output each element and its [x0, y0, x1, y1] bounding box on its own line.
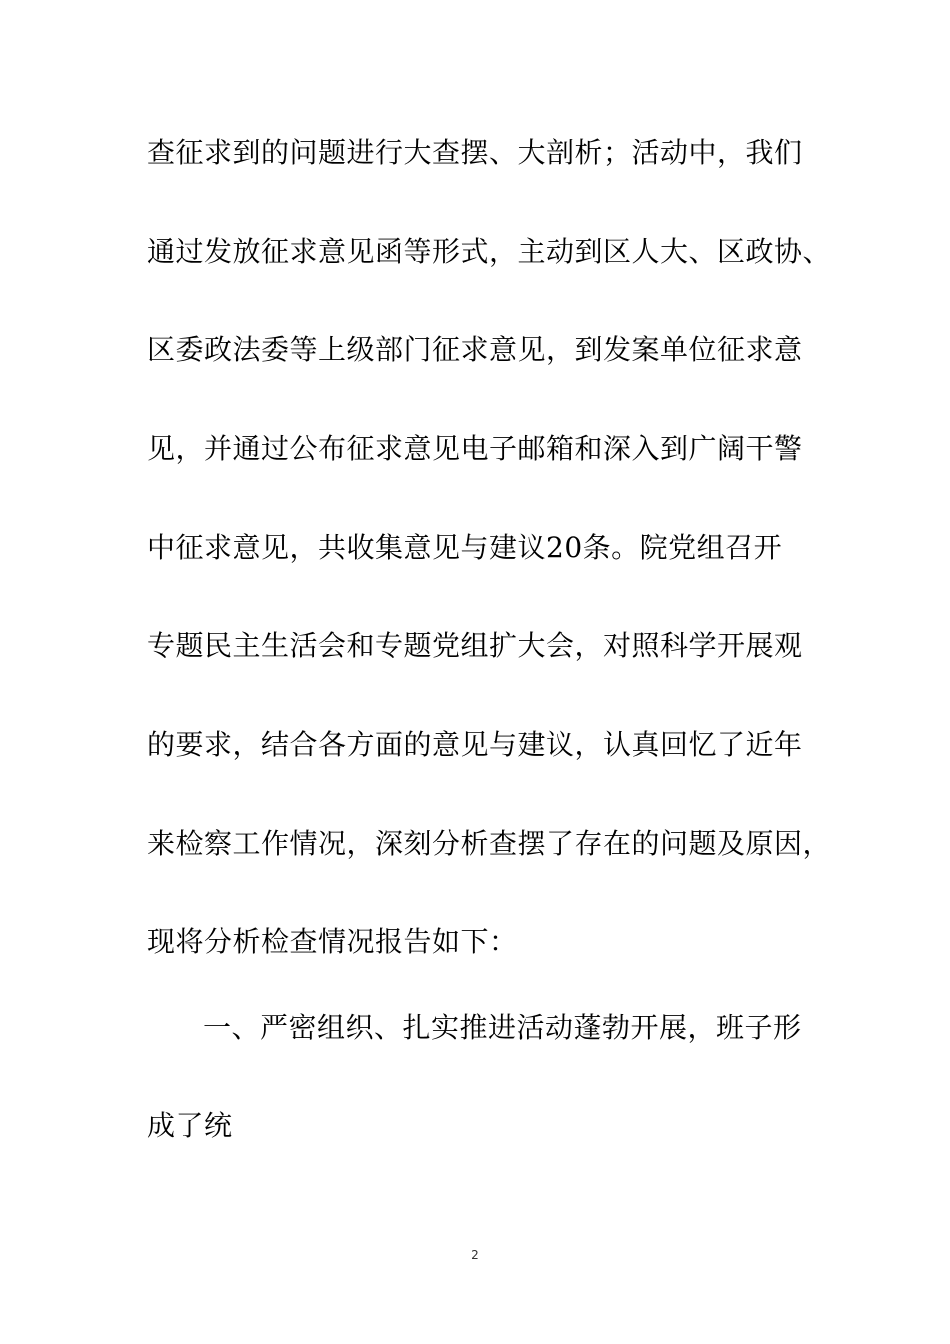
paragraph-line: 见，并通过公布征求意见电子邮箱和深入到广阔干警 — [147, 432, 803, 465]
paragraph-line: 的要求，结合各方面的意见与建议，认真回忆了近年 — [147, 728, 803, 761]
paragraph-line: 现将分析检查情况报告如下： — [147, 925, 518, 958]
paragraph-line: 专题民主生活会和专题党组扩大会，对照科学开展观 — [147, 629, 803, 662]
paragraph-line: 来检察工作情况，深刻分析查摆了存在的问题及原因， — [147, 827, 832, 860]
paragraph-line: 成了统 — [147, 1109, 233, 1142]
section-heading: 一、严密组织、扎实推进活动蓬勃开展，班子形 — [203, 1011, 802, 1044]
paragraph-line: 中征求意见，共收集意见与建议20条。院党组召开 — [147, 531, 783, 564]
paragraph-line: 查征求到的问题进行大查摆、大剖析；活动中，我们 — [147, 136, 803, 169]
paragraph-line: 通过发放征求意见函等形式，主动到区人大、区政协、 — [147, 235, 832, 268]
paragraph-line: 区委政法委等上级部门征求意见，到发案单位征求意 — [147, 333, 803, 366]
page-number: 2 — [471, 1248, 479, 1262]
